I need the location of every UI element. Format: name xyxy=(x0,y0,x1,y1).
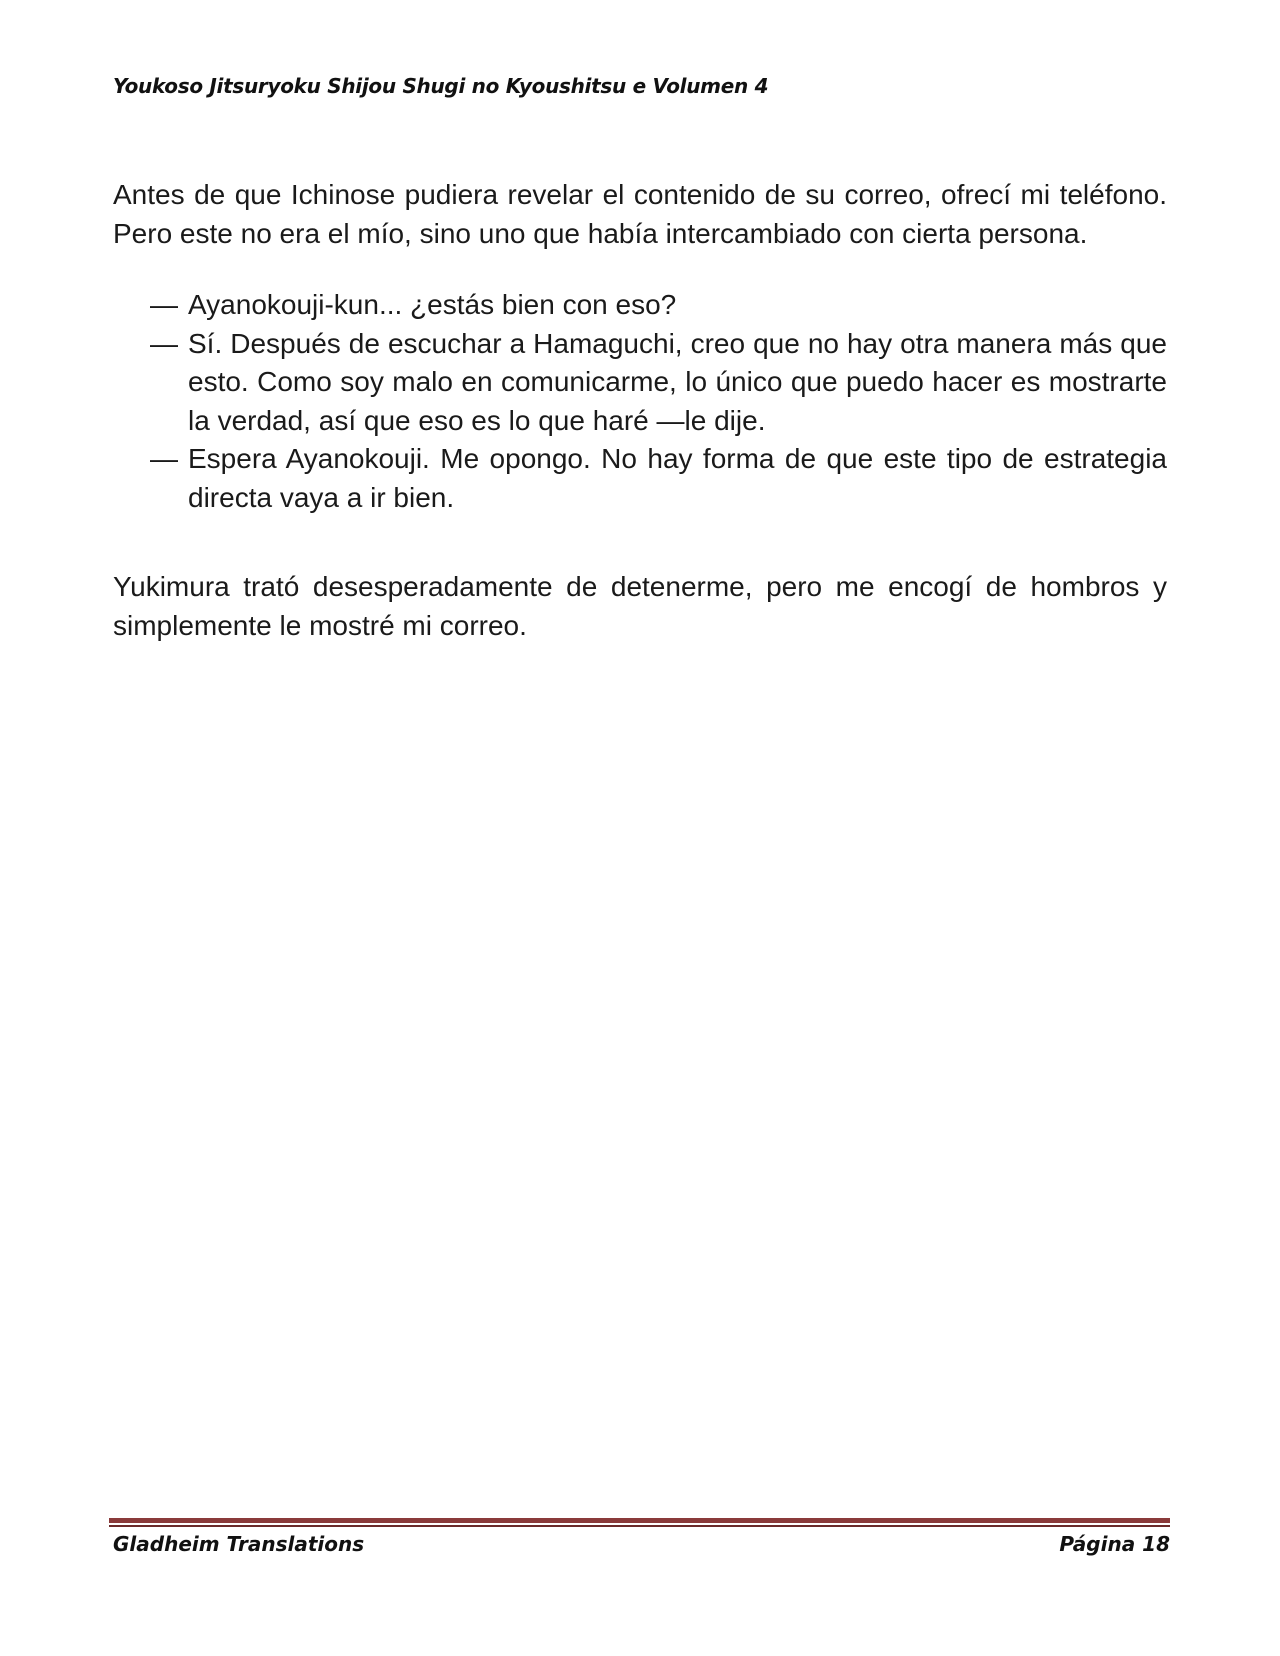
dialogue-dash: — xyxy=(150,327,178,359)
dialogue-list xyxy=(150,286,1167,517)
dialogue-text: Espera Ayanokouji. Me opongo. No hay forma de que este tipo de estrategia directa vaya a ir bien. xyxy=(188,443,1167,513)
dialogue-dash: — xyxy=(150,289,178,320)
footer-page-number: Página 18 xyxy=(1059,1532,1170,1556)
footer-divider-thin xyxy=(109,1525,1170,1527)
footer-divider-thick xyxy=(109,1518,1170,1523)
dialogue-line xyxy=(150,286,1167,325)
paragraph-closing: Yukimura trató desesperadamente de detenerme, pero me encogí de hombros y simplemente le mostré mi correo. xyxy=(113,571,1167,641)
paragraph-intro: Antes de que Ichinose pudiera revelar el contenido de su correo, ofrecí mi teléfono. Pero este no era el mío, sino uno que había intercambiado con cierta persona. xyxy=(113,179,1167,249)
dialogue-text: Ayanokouji-kun... ¿estás bien con eso? xyxy=(188,289,677,320)
dialogue-line xyxy=(150,325,1167,441)
dialogue-text: Sí. Después de escuchar a Hamaguchi, creo que no hay otra manera más que esto. Como soy malo en comunicarme, lo único que puedo hacer es mostrarte la verdad, así que eso es lo que haré —le dije. xyxy=(188,327,1167,436)
footer-divider xyxy=(109,1518,1170,1528)
footer-publisher: Gladheim Translations xyxy=(113,1532,365,1556)
dialogue-line xyxy=(150,440,1167,517)
dialogue-dash: — xyxy=(150,443,178,474)
running-header-title: Youkoso Jitsuryoku Shijou Shugi no Kyoushitsu e Volumen 4 xyxy=(113,74,769,98)
